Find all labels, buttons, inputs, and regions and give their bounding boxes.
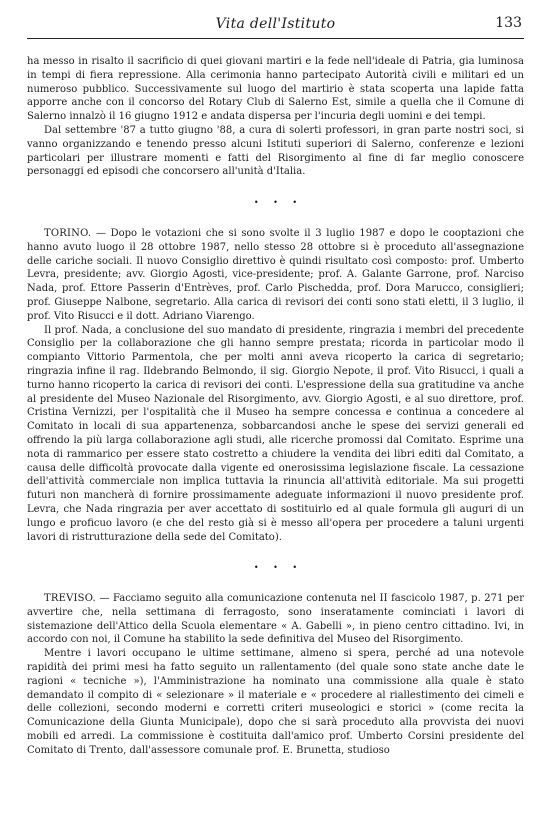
body-paragraph: Mentre i lavori occupano le ultime settimane, almeno si spera, perché ad una notevole rapidità dei primi mesi ha fatto seguito un rallentamento (del quale sono state anche date le ragioni « tecniche »), l'Amministrazione ha nominato una commissione alla quale è stato demandato il compito di « selezionare » il materiale e « procedere al riallestimento dei cimeli e delle collezioni, secondo moderni e corretti criteri museologici e storici » (come recita la Comunicazione della Giunta Municipale), dopo che si sarà proceduto alla provvista dei nuovi mobili ed arredi. La commissione è costituita dall'amico prof. Umberto Corsini presidente del Comitato di Trento, dall'assessore comunale prof. E. Brunetta, studioso — [27, 648, 524, 756]
page-header — [27, 16, 524, 39]
salerno-section-continued — [27, 55, 524, 179]
paragraph-text: — Dopo le votazioni che si sono svolte il 3 luglio 1987 e dopo le cooptazioni che hanno avuto luogo il 28 ottobre 1987, nello stesso 28 ottobre si è proceduto all'assegnazione delle cariche sociali. Il nuovo Consiglio direttivo è quindi risultato così composto: prof. Umberto Levra, presidente; avv. Giorgio Agosti, vice-presidente; prof. A. Galante Garrone, prof. Narciso Nada, prof. Ettore Passerin d'Entrèves, prof. Carlo Pischedda, prof. Dora Marucco, consiglieri; prof. Giuseppe Nalbone, segretario. Alla carica di revisori dei conti sono stati eletti, il 3 luglio, il prof. Vito Risucci e il dott. Adriano Viarengo. — [27, 227, 524, 322]
body-paragraph: Il prof. Nada, a conclusione del suo mandato di presidente, ringrazia i membri del precedente Consiglio per la collaborazione che gli hanno sempre prestata; ricorda in particolar modo il compianto Vittorio Parmentola, che per molti anni aveva ricoperto la carica di segretario; ringrazia infine il rag. Ildebrando Belmondo, il sig. Giorgio Nepote, il prof. Vito Risucci, i quali a turno hanno ricoperto la carica di revisori dei conti. L'espressione della sua gratitudine va anche al presidente del Museo Nazionale del Risorgimento, avv. Giorgio Agosti, e al suo direttore, prof. Cristina Vernizzi, per l'ospitalità che il Museo ha sempre concessa e continua a concedere al Comitato in locali di sua appartenenza, sobbarcandosi anche le spese dei servizi generali ed offrendo la più larga collaborazione agli studi, alle ricerche promossi dal Comitato. Esprime una nota di rammarico per essere stato costretto a chiudere la vendita dei libri editi dal Comitato, a causa delle difficoltà provocate dalla vigente ed onerosissima legislazione fiscale. La cessazione dell'attività commerciale non implica tuttavia la rinuncia all'attività editoriale. Ma sui progetti futuri non mancherà di fornire prossimamente adeguate informazioni il nuovo presidente prof. Levra, che Nada ringrazia per aver accettato di sostituirlo ed al quale formula gli auguri di un lungo e proficuo lavoro (e che del resto già si è messo all'opera per procedere a taluni urgenti lavori di ristrutturazione della sede del Comitato). — [27, 324, 524, 543]
torino-section — [27, 227, 524, 544]
section-separator: • • • — [253, 198, 304, 208]
body-paragraph: Dal settembre '87 a tutto giugno '88, a cura di solerti professori, in gran parte nostri soci, si vanno organizzando e tenendo presso alcuni Istituti superiori di Salerno, conferenze e lezioni particolari per illustrare momenti e fatti del Risorgimento al fine di far meglio conoscere personaggi ed episodi che concorsero all'unità d'Italia. — [27, 124, 524, 178]
body-paragraph — [27, 592, 524, 647]
treviso-section — [27, 592, 524, 758]
section-separator: • • • — [253, 563, 304, 573]
paragraph-text: — Facciamo seguito alla comunicazione contenuta nel II fascicolo 1987, p. 271 per avvertire che, nella settimana di ferragosto, sono inseratamente cominciati i lavori di sistemazione dell'Attico della Scuola elementare « A. Gabelli », in pieno centro cittadino. Ivi, in accordo con noi, il Comune ha stabilito la sede definitiva del Museo del Risorgimento. — [27, 593, 524, 646]
body-paragraph: ha messo in risalto il sacrificio di quei giovani martiri e la fede nell'ideale di Patria, gia luminosa in tempi di fiera repressione. Alla cerimonia hanno partecipato Autorità civili e militari ed un numeroso pubblico. Successivamente sul luogo del martirio è stata scoperta una lapide fatta apporre anche con il concorso del Rotary Club di Salerno Est, simile a quella che il Comune di Salerno innalzò il 16 giugno 1912 e andata dispersa per l'incuria degli uomini e dei tempi. — [27, 56, 524, 123]
page-number: 133 — [495, 15, 522, 31]
city-heading: TREVISO. — [44, 593, 96, 605]
body-paragraph — [27, 227, 524, 324]
running-title: Vita dell'Istituto — [215, 16, 336, 32]
city-heading: TORINO. — [44, 227, 92, 239]
page-body — [27, 55, 524, 758]
